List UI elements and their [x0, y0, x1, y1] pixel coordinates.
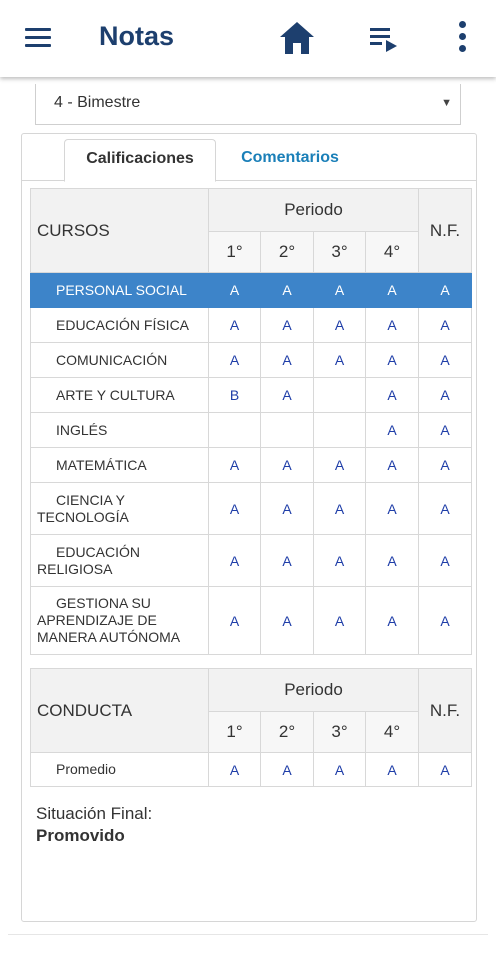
course-name: EDUCACIÓN FÍSICA — [31, 308, 209, 343]
final-grade: A — [419, 448, 472, 483]
final-grade: A — [419, 308, 472, 343]
conduct-table — [30, 668, 472, 787]
period-grade: B — [209, 378, 261, 413]
table-row[interactable] — [31, 343, 472, 378]
period-grade: A — [209, 535, 261, 587]
course-name: PERSONAL SOCIAL — [31, 273, 209, 308]
final-grade: A — [419, 587, 472, 655]
period-grade: A — [366, 535, 419, 587]
table-row[interactable] — [31, 413, 472, 448]
period-select[interactable] — [35, 84, 461, 125]
period-grade: A — [261, 587, 314, 655]
period-grade: A — [366, 413, 419, 448]
period-grade: A — [261, 343, 314, 378]
period-grade: A — [261, 448, 314, 483]
period-grade — [209, 413, 261, 448]
period-grade: A — [366, 753, 419, 787]
period-header: Periodo — [209, 189, 419, 232]
final-grade: A — [419, 535, 472, 587]
table-row[interactable] — [31, 483, 472, 535]
courses-header: CURSOS — [31, 189, 209, 273]
home-icon[interactable] — [278, 20, 316, 56]
period-grade: A — [209, 483, 261, 535]
final-situation-label: Situación Final: — [36, 804, 153, 823]
table-row[interactable] — [31, 273, 472, 308]
tab-comentarios[interactable]: Comentarios — [241, 149, 339, 166]
menu-icon[interactable] — [25, 28, 51, 48]
period-grade: A — [366, 483, 419, 535]
final-grade-header: N.F. — [419, 189, 472, 273]
period-grade: A — [366, 448, 419, 483]
period-grade: A — [314, 753, 366, 787]
conduct-period-2-header: 2° — [261, 712, 314, 753]
period-grade: A — [314, 535, 366, 587]
period-grade: A — [209, 308, 261, 343]
period-grade: A — [261, 483, 314, 535]
period-4-header: 4° — [366, 232, 419, 273]
conduct-period-header: Periodo — [209, 669, 419, 712]
period-grade — [261, 413, 314, 448]
course-name: EDUCACIÓN RELIGIOSA — [31, 535, 209, 587]
period-grade: A — [366, 378, 419, 413]
more-vert-icon[interactable] — [455, 21, 469, 55]
final-grade: A — [419, 343, 472, 378]
table-row[interactable] — [31, 587, 472, 655]
period-grade: A — [261, 753, 314, 787]
app-bar — [0, 0, 496, 77]
period-grade: A — [366, 343, 419, 378]
grades-panel — [21, 133, 477, 922]
final-grade: A — [419, 753, 472, 787]
period-grade: A — [314, 587, 366, 655]
period-grade: A — [261, 535, 314, 587]
period-grade: A — [261, 308, 314, 343]
period-grade — [314, 413, 366, 448]
period-grade: A — [209, 753, 261, 787]
period-grade: A — [209, 343, 261, 378]
course-name: GESTIONA SU APRENDIZAJE DE MANERA AUTÓNOMA — [31, 587, 209, 655]
final-grade: A — [419, 273, 472, 308]
course-name: CIENCIA Y TECNOLOGÍA — [31, 483, 209, 535]
page-title: Notas — [99, 21, 175, 51]
period-grade: A — [209, 448, 261, 483]
period-grade: A — [209, 273, 261, 308]
period-grade: A — [314, 273, 366, 308]
playlist-play-icon[interactable] — [369, 25, 401, 53]
final-grade: A — [419, 378, 472, 413]
grades-table — [30, 188, 472, 655]
period-2-header: 2° — [261, 232, 314, 273]
period-select-value: 4 - Bimestre — [54, 94, 141, 111]
table-row[interactable] — [31, 448, 472, 483]
tab-bar — [22, 134, 476, 181]
conduct-period-1-header: 1° — [209, 712, 261, 753]
period-grade: A — [314, 483, 366, 535]
table-row[interactable] — [31, 753, 472, 787]
chevron-down-icon: ▼ — [441, 97, 452, 109]
period-grade: A — [366, 587, 419, 655]
table-row[interactable] — [31, 535, 472, 587]
period-grade: A — [314, 308, 366, 343]
period-3-header: 3° — [314, 232, 366, 273]
period-grade: A — [261, 378, 314, 413]
final-situation-value: Promovido — [36, 826, 125, 845]
conduct-final-header: N.F. — [419, 669, 472, 753]
period-grade: A — [366, 308, 419, 343]
period-grade: A — [366, 273, 419, 308]
course-name: Promedio — [31, 753, 209, 787]
course-name: MATEMÁTICA — [31, 448, 209, 483]
conduct-header: CONDUCTA — [31, 669, 209, 753]
period-grade: A — [209, 587, 261, 655]
divider — [8, 934, 488, 935]
period-grade: A — [261, 273, 314, 308]
tab-calificaciones[interactable]: Calificaciones — [64, 139, 216, 182]
course-name: INGLÉS — [31, 413, 209, 448]
table-row[interactable] — [31, 378, 472, 413]
period-grade: A — [314, 343, 366, 378]
conduct-period-4-header: 4° — [366, 712, 419, 753]
period-1-header: 1° — [209, 232, 261, 273]
conduct-period-3-header: 3° — [314, 712, 366, 753]
final-grade: A — [419, 483, 472, 535]
period-grade — [314, 378, 366, 413]
final-grade: A — [419, 413, 472, 448]
course-name: ARTE Y CULTURA — [31, 378, 209, 413]
table-row[interactable] — [31, 308, 472, 343]
course-name: COMUNICACIÓN — [31, 343, 209, 378]
period-grade: A — [314, 448, 366, 483]
